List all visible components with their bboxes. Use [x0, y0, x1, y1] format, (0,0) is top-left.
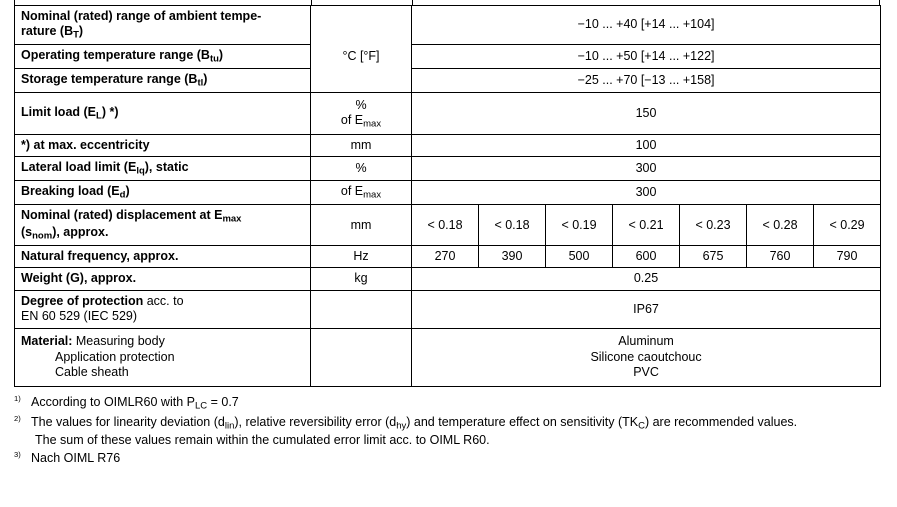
table-row [15, 6, 881, 45]
row-value-natural-frequency-6: 760 [747, 246, 814, 268]
row-value-breaking-load: 300 [412, 181, 881, 205]
row-label-storage-temperature-range: Storage temperature range $(B_{tl})$ [15, 69, 311, 93]
row-value-nominal-displacement-5: < 0.23 [680, 205, 747, 246]
table-row [15, 181, 881, 205]
footnote-1-marker: 1) [14, 393, 21, 403]
row-unit-nominal-displacement: mm [311, 205, 412, 246]
footnote-2-text: The values for linearity deviation $(d_{lin})$, relative reversibility error $(d_{hy})$ and temperature effect on sensitivity $(TK_C)$ are recommended values. The sum of these values remain within the cumulated error limit acc. to OIML R60. [31, 414, 798, 448]
row-label-nominal-displacement: Nominal (rated) displacement at $E_{max}$ $(s_{nom})$, approx. [15, 205, 311, 246]
table-row [15, 45, 881, 69]
table-row [15, 135, 881, 157]
row-value-nominal-displacement-4: < 0.21 [613, 205, 680, 246]
row-value-nominal-displacement-1: < 0.18 [412, 205, 479, 246]
row-unit-temperature [311, 6, 412, 45]
row-value-nominal-ambient-temperature-range: −10 ... +40 [+14 ... +104] [412, 6, 881, 45]
row-unit-at-max-eccentricity: mm [311, 135, 412, 157]
footnote-3 [14, 450, 884, 467]
footnotes [14, 394, 884, 467]
table-row [15, 69, 881, 93]
row-value-natural-frequency-5: 675 [680, 246, 747, 268]
row-value-at-max-eccentricity: 100 [412, 135, 881, 157]
row-value-degree-of-protection: IP67 [412, 290, 881, 328]
row-value-natural-frequency-4: 600 [613, 246, 680, 268]
row-value-limit-load: 150 [412, 93, 881, 135]
row-value-nominal-displacement-3: < 0.19 [546, 205, 613, 246]
table-row [15, 93, 881, 135]
row-unit-natural-frequency: Hz [311, 246, 412, 268]
row-value-material [412, 328, 881, 386]
material-value-1: Aluminum [618, 334, 674, 349]
row-value-natural-frequency-7: 790 [814, 246, 881, 268]
row-value-storage-temperature-range: −25 ... +70 [−13 ... +158] [412, 69, 881, 93]
row-unit-lateral-load-limit: % [311, 157, 412, 181]
row-value-nominal-displacement-7: < 0.29 [814, 205, 881, 246]
table-row [15, 205, 881, 246]
row-value-operating-temperature-range: −10 ... +50 [+14 ... +122] [412, 45, 881, 69]
row-value-nominal-displacement-6: < 0.28 [747, 205, 814, 246]
row-label-operating-temperature-range: Operating temperature range $(B_{tu})$ [15, 45, 311, 69]
row-unit-degree-of-protection [311, 290, 412, 328]
footnote-3-text: Nach OIML R76 [31, 450, 121, 465]
footnote-3-marker: 3) [14, 449, 21, 459]
row-label-material: Material: Measuring body Application protection Cable sheath [15, 328, 311, 386]
row-unit-breaking-load: of $E_{max}$ [311, 181, 412, 205]
footnote-1-text: According to OIMLR60 with $P_{LC} = 0.7$ [31, 394, 239, 412]
row-unit-empty-storage [311, 69, 412, 93]
row-label-natural-frequency: Natural frequency, approx. [15, 246, 311, 268]
row-label-weight: Weight (G), approx. [15, 268, 311, 290]
row-label-at-max-eccentricity: *) at max. eccentricity [15, 135, 311, 157]
footnote-2 [14, 414, 884, 449]
column-divider-1 [311, 0, 312, 5]
table-row [15, 246, 881, 268]
specifications-table [14, 5, 881, 387]
row-label-degree-of-protection: Degree of protection acc. to EN 60 529 (IEC 529) [15, 290, 311, 328]
material-value-2: Silicone caoutchouc [590, 349, 702, 364]
row-value-weight: 0.25 [412, 268, 881, 290]
column-divider-2 [412, 0, 413, 5]
row-value-natural-frequency-1: 270 [412, 246, 479, 268]
table-row [15, 157, 881, 181]
row-unit-temperature-celsius-fahrenheit: °C [°F] [311, 45, 412, 69]
row-unit-material [311, 328, 412, 386]
table-row [15, 328, 881, 386]
row-unit-weight: kg [311, 268, 412, 290]
row-label-nominal-ambient-temperature-range: Nominal (rated) range of ambient tempe- rature $(B_T)$ [15, 6, 311, 45]
row-value-natural-frequency-2: 390 [479, 246, 546, 268]
row-value-lateral-load-limit: 300 [412, 157, 881, 181]
row-label-limit-load: Limit load $(E_L)$ *) [15, 93, 311, 135]
table-row [15, 290, 881, 328]
row-label-lateral-load-limit: Lateral load limit $(E_{lq})$, static [15, 157, 311, 181]
table-row [15, 268, 881, 290]
footnote-2-marker: 2) [14, 413, 21, 423]
row-value-natural-frequency-3: 500 [546, 246, 613, 268]
row-value-nominal-displacement-2: < 0.18 [479, 205, 546, 246]
material-value-3: PVC [633, 364, 659, 379]
row-unit-limit-load: % of $E_{max}$ [311, 93, 412, 135]
footnote-1 [14, 394, 884, 413]
row-label-breaking-load: Breaking load $(E_d)$ [15, 181, 311, 205]
table-top-clipped-row [14, 0, 880, 5]
